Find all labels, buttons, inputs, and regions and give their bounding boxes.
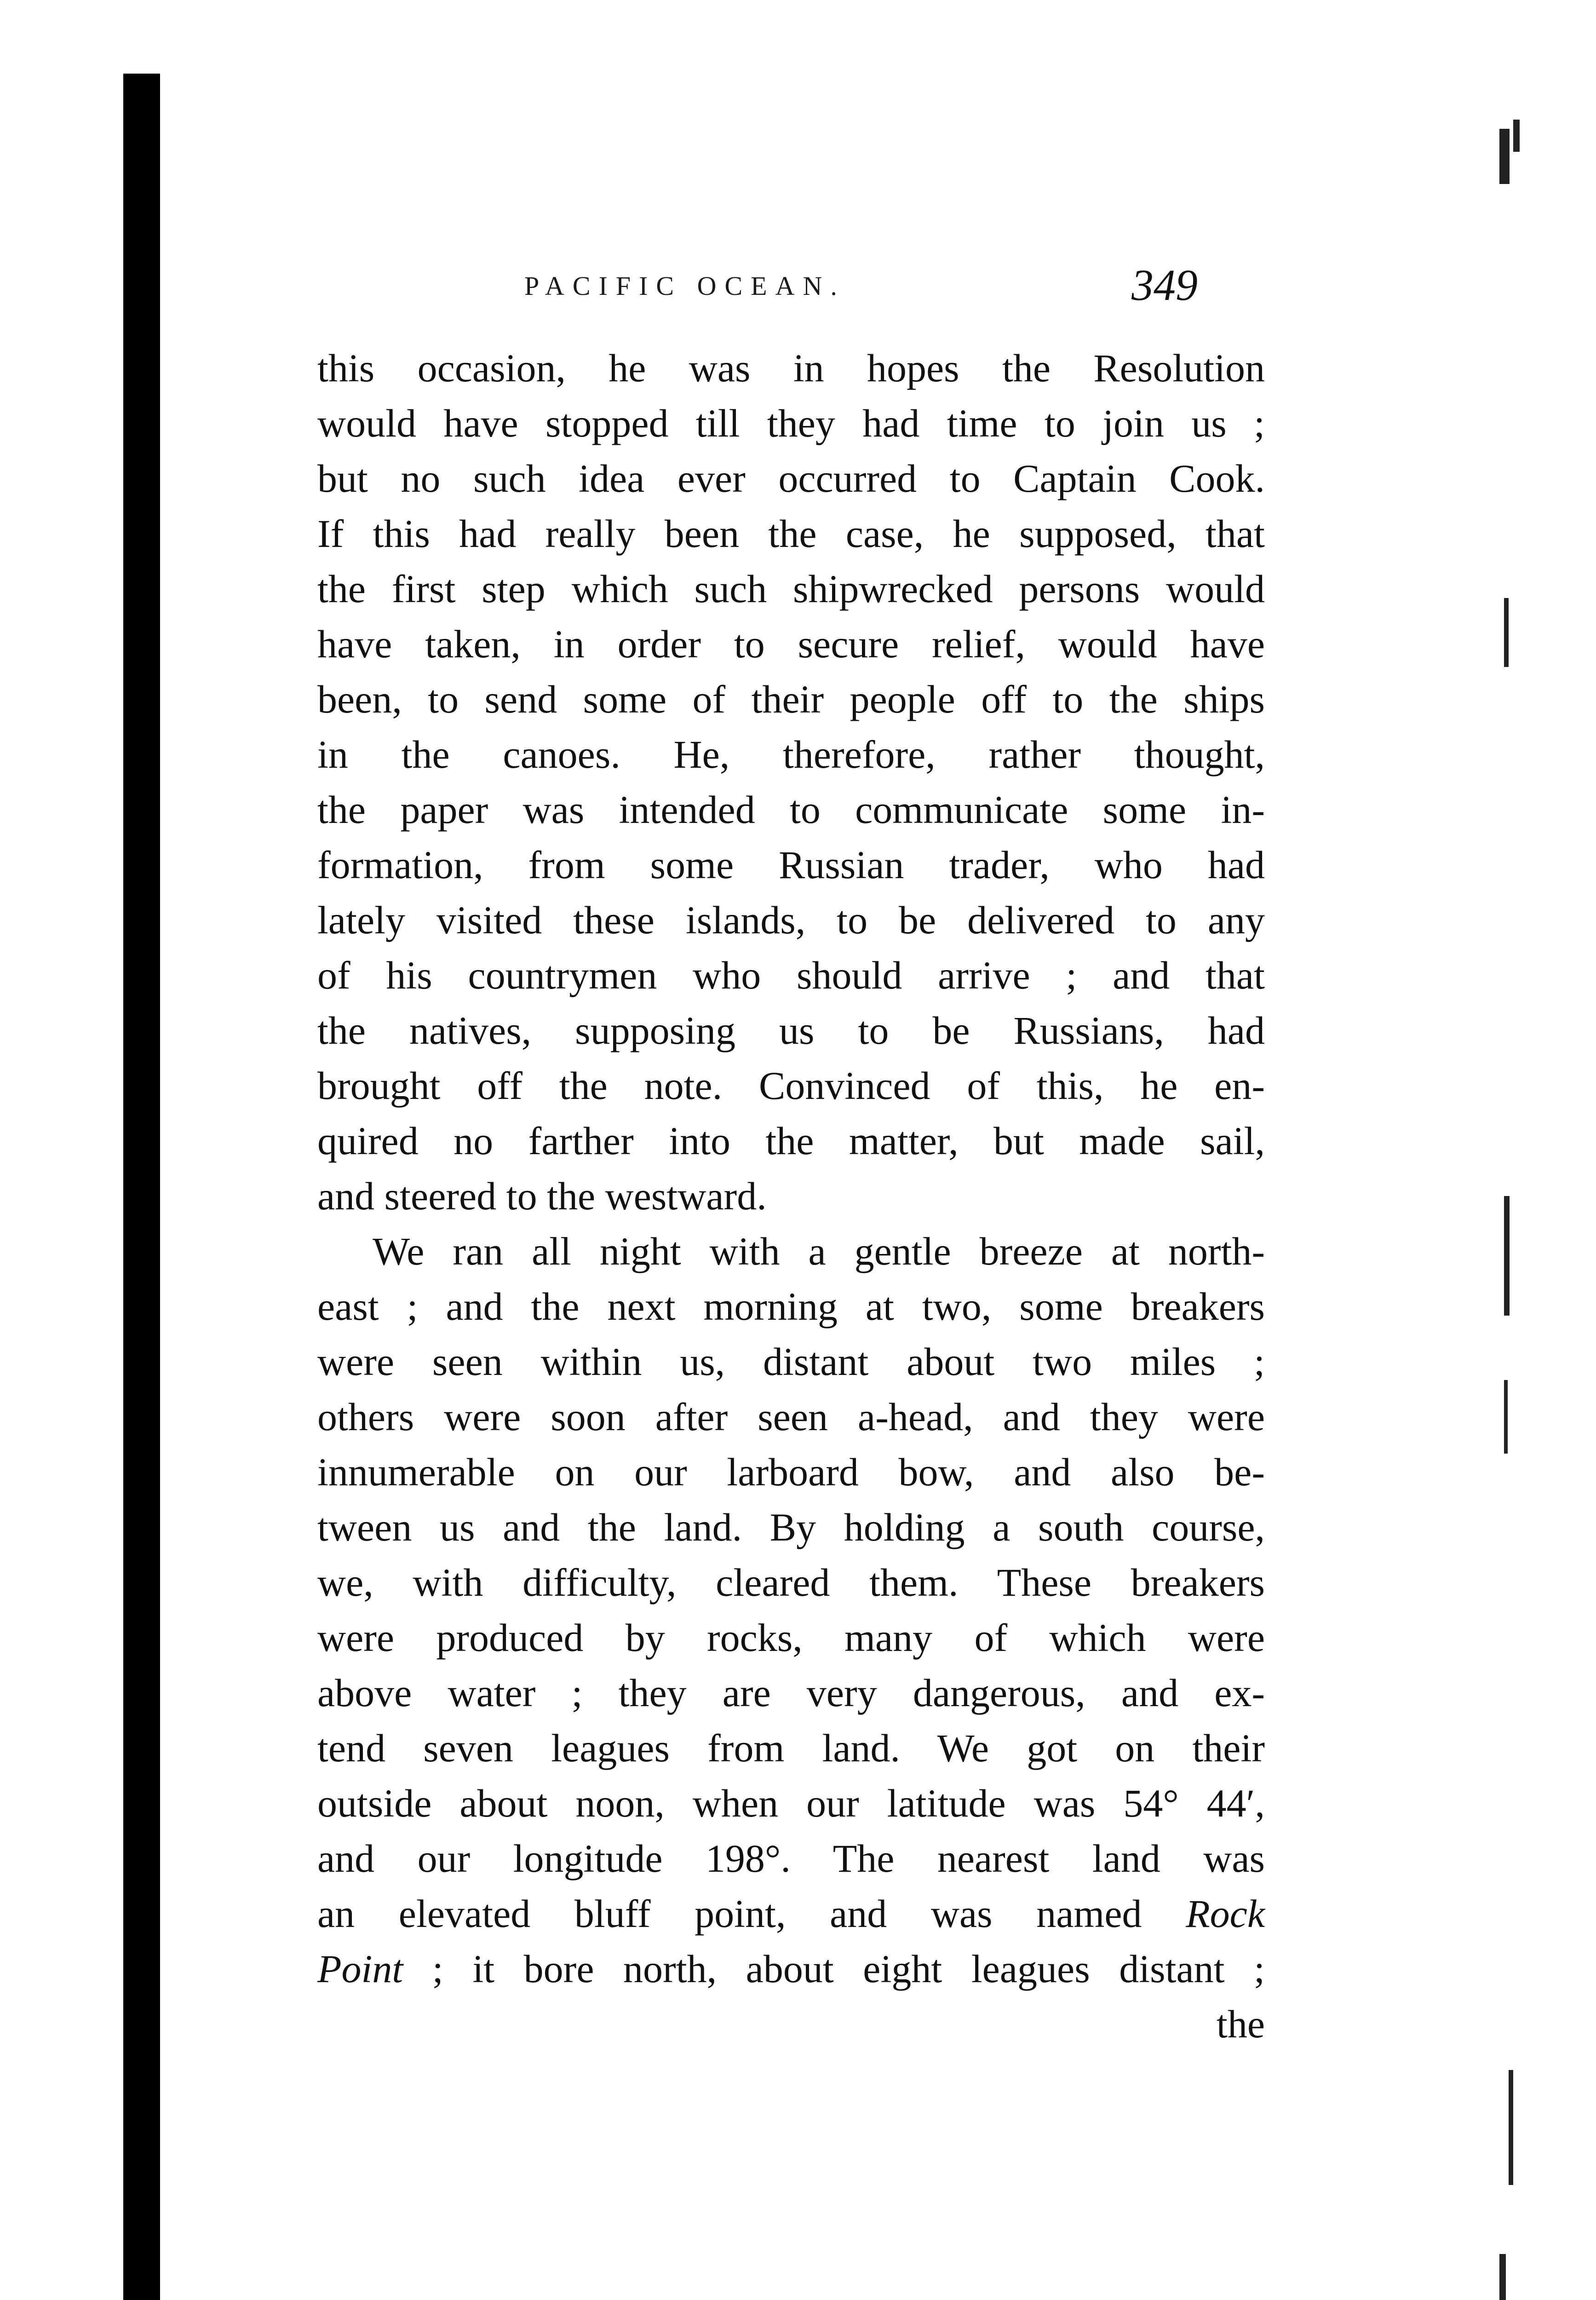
text-line: would have stopped till they had time to join us ; [317, 401, 1265, 445]
text-line: lately visited these islands, to be delivered to any [317, 898, 1265, 942]
text-line-with-italic [317, 1886, 1265, 1941]
text-line: of his countrymen who should arrive ; and that [317, 953, 1265, 997]
text-line: tween us and the land. By holding a south course, [317, 1505, 1265, 1549]
text-segment: ; it bore north, about eight leagues distant ; [403, 1947, 1265, 1991]
text-line: formation, from some Russian trader, who had [317, 843, 1265, 887]
text-line: east ; and the next morning at two, some breakers [317, 1284, 1265, 1328]
text-line: were produced by rocks, many of which were [317, 1616, 1265, 1660]
text-line-with-italic [317, 1941, 1265, 1996]
text-segment: an elevated bluff point, and was named [317, 1892, 1142, 1936]
body-text [317, 340, 1265, 2052]
text-line: this occasion, he was in hopes the Resolution [317, 346, 1265, 390]
text-line: We ran all night with a gentle breeze at north- [373, 1229, 1265, 1273]
text-line: above water ; they are very dangerous, and ex- [317, 1671, 1265, 1715]
text-line: been, to send some of their people off to the ships [317, 677, 1265, 721]
text-line: tend seven leagues from land. We got on their [317, 1726, 1265, 1770]
text-line: the natives, supposing us to be Russians, had [317, 1008, 1265, 1052]
text-line: innumerable on our larboard bow, and also be- [317, 1450, 1265, 1494]
text-line: and our longitude 198°. The nearest land was [317, 1836, 1265, 1880]
text-line: and steered to the westward. [317, 1174, 767, 1218]
italic-place-name: Point [317, 1947, 403, 1991]
right-margin-bleed [1435, 92, 1573, 2300]
text-line: the first step which such shipwrecked persons would [317, 567, 1265, 611]
text-line: quired no farther into the matter, but made sail, [317, 1119, 1265, 1163]
text-line: have taken, in order to secure relief, would have [317, 622, 1265, 666]
running-head: PACIFIC OCEAN. [524, 271, 845, 301]
page-number: 349 [1131, 260, 1198, 310]
text-line: others were soon after seen a-head, and they were [317, 1395, 1265, 1439]
catchword: the [1216, 2002, 1265, 2046]
text-line: the paper was intended to communicate some in- [317, 788, 1265, 832]
page-header [313, 260, 1279, 321]
text-line: in the canoes. He, therefore, rather thought, [317, 732, 1265, 776]
text-line: but no such idea ever occurred to Captain Cook. [317, 456, 1265, 500]
binding-shadow [123, 74, 160, 2300]
text-line: brought off the note. Convinced of this, he en- [317, 1064, 1265, 1108]
text-line: were seen within us, distant about two miles ; [317, 1340, 1265, 1384]
text-line: If this had really been the case, he supposed, that [317, 512, 1265, 556]
text-line: outside about noon, when our latitude was 54° 44′, [317, 1781, 1265, 1825]
italic-place-name: Rock [1186, 1892, 1265, 1936]
text-line: we, with difficulty, cleared them. These breakers [317, 1560, 1265, 1604]
